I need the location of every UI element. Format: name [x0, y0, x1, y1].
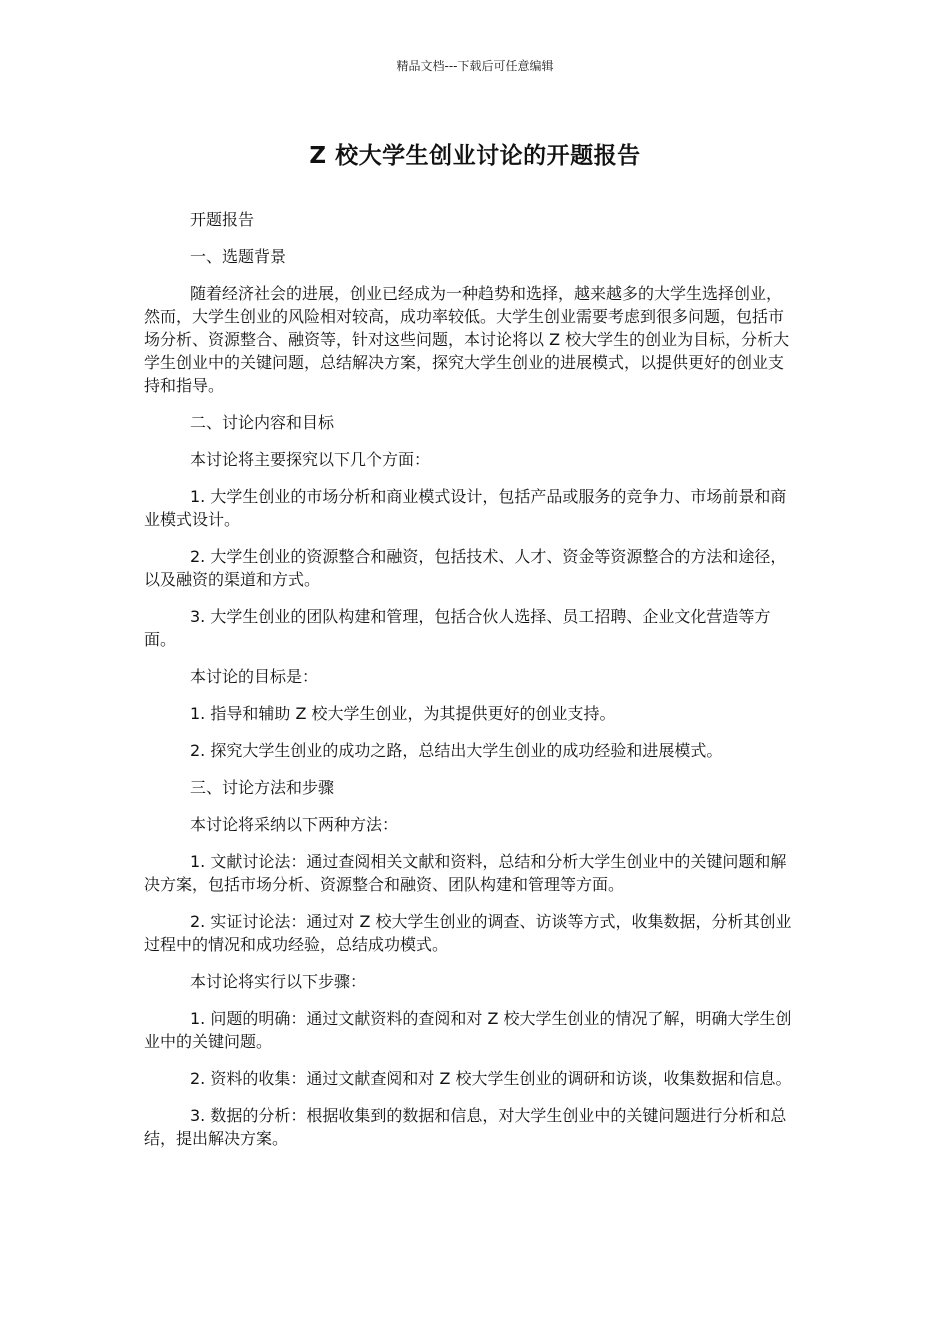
section-heading-content-goals: 二、讨论内容和目标: [190, 413, 335, 432]
list-item-method-1: 1. 文献讨论法：通过查阅相关文献和资料，总结和分析大学生创业中的关键问题和解决方案，包括市场分析、资源整合和融资、团队构建和管理等方面。: [144, 852, 787, 894]
paragraph-steps-intro: 本讨论将实行以下步骤：: [190, 972, 367, 991]
document-body: [144, 208, 794, 1164]
list-item-aspect-2: 2. 大学生创业的资源整合和融资，包括技术、人才、资金等资源整合的方法和途径，以及融资的渠道和方式。: [144, 547, 787, 589]
paragraph-methods-intro: 本讨论将采纳以下两种方法：: [190, 815, 399, 834]
list-item-goal-2: 2. 探究大学生创业的成功之路，总结出大学生创业的成功经验和进展模式。: [190, 741, 723, 760]
header-note: 精品文档---下载后可任意编辑: [396, 59, 554, 73]
list-item-step-3: 3. 数据的分析：根据收集到的数据和信息，对大学生创业中的关键问题进行分析和总结，提出解决方案。: [144, 1106, 787, 1148]
document-title: Z 校大学生创业讨论的开题报告: [309, 143, 641, 169]
heading-proposal: 开题报告: [190, 210, 255, 229]
list-item-step-1: 1. 问题的明确：通过文献资料的查阅和对 Z 校大学生创业的情况了解，明确大学生创业中的关键问题。: [144, 1009, 792, 1051]
list-item-aspect-3: 3. 大学生创业的团队构建和管理，包括合伙人选择、员工招聘、企业文化营造等方面。: [144, 607, 771, 649]
list-item-method-2: 2. 实证讨论法：通过对 Z 校大学生创业的调查、访谈等方式，收集数据，分析其创业过程中的情况和成功经验，总结成功模式。: [144, 912, 792, 954]
list-item-aspect-1: 1. 大学生创业的市场分析和商业模式设计，包括产品或服务的竞争力、市场前景和商业模式设计。: [144, 487, 787, 529]
section-heading-background: 一、选题背景: [190, 247, 287, 266]
paragraph-aspects-intro: 本讨论将主要探究以下几个方面：: [190, 450, 431, 469]
paragraph-goals-intro: 本讨论的目标是：: [190, 667, 319, 686]
section-heading-methods: 三、讨论方法和步骤: [190, 778, 335, 797]
list-item-step-2: 2. 资料的收集：通过文献查阅和对 Z 校大学生创业的调研和访谈，收集数据和信息。: [190, 1069, 792, 1088]
paragraph-background: 随着经济社会的进展，创业已经成为一种趋势和选择，越来越多的大学生选择创业，然而，大学生创业的风险相对较高，成功率较低。大学生创业需要考虑到很多问题，包括市场分析、资源整合、融资等，针对这些问题，本讨论将以 Z 校大学生的创业为目标，分析大学生创业中的关键问题，总结解决方案，探究大学生创业的进展模式，以提供更好的创业支持和指导。: [144, 284, 790, 395]
list-item-goal-1: 1. 指导和辅助 Z 校大学生创业，为其提供更好的创业支持。: [190, 704, 616, 723]
